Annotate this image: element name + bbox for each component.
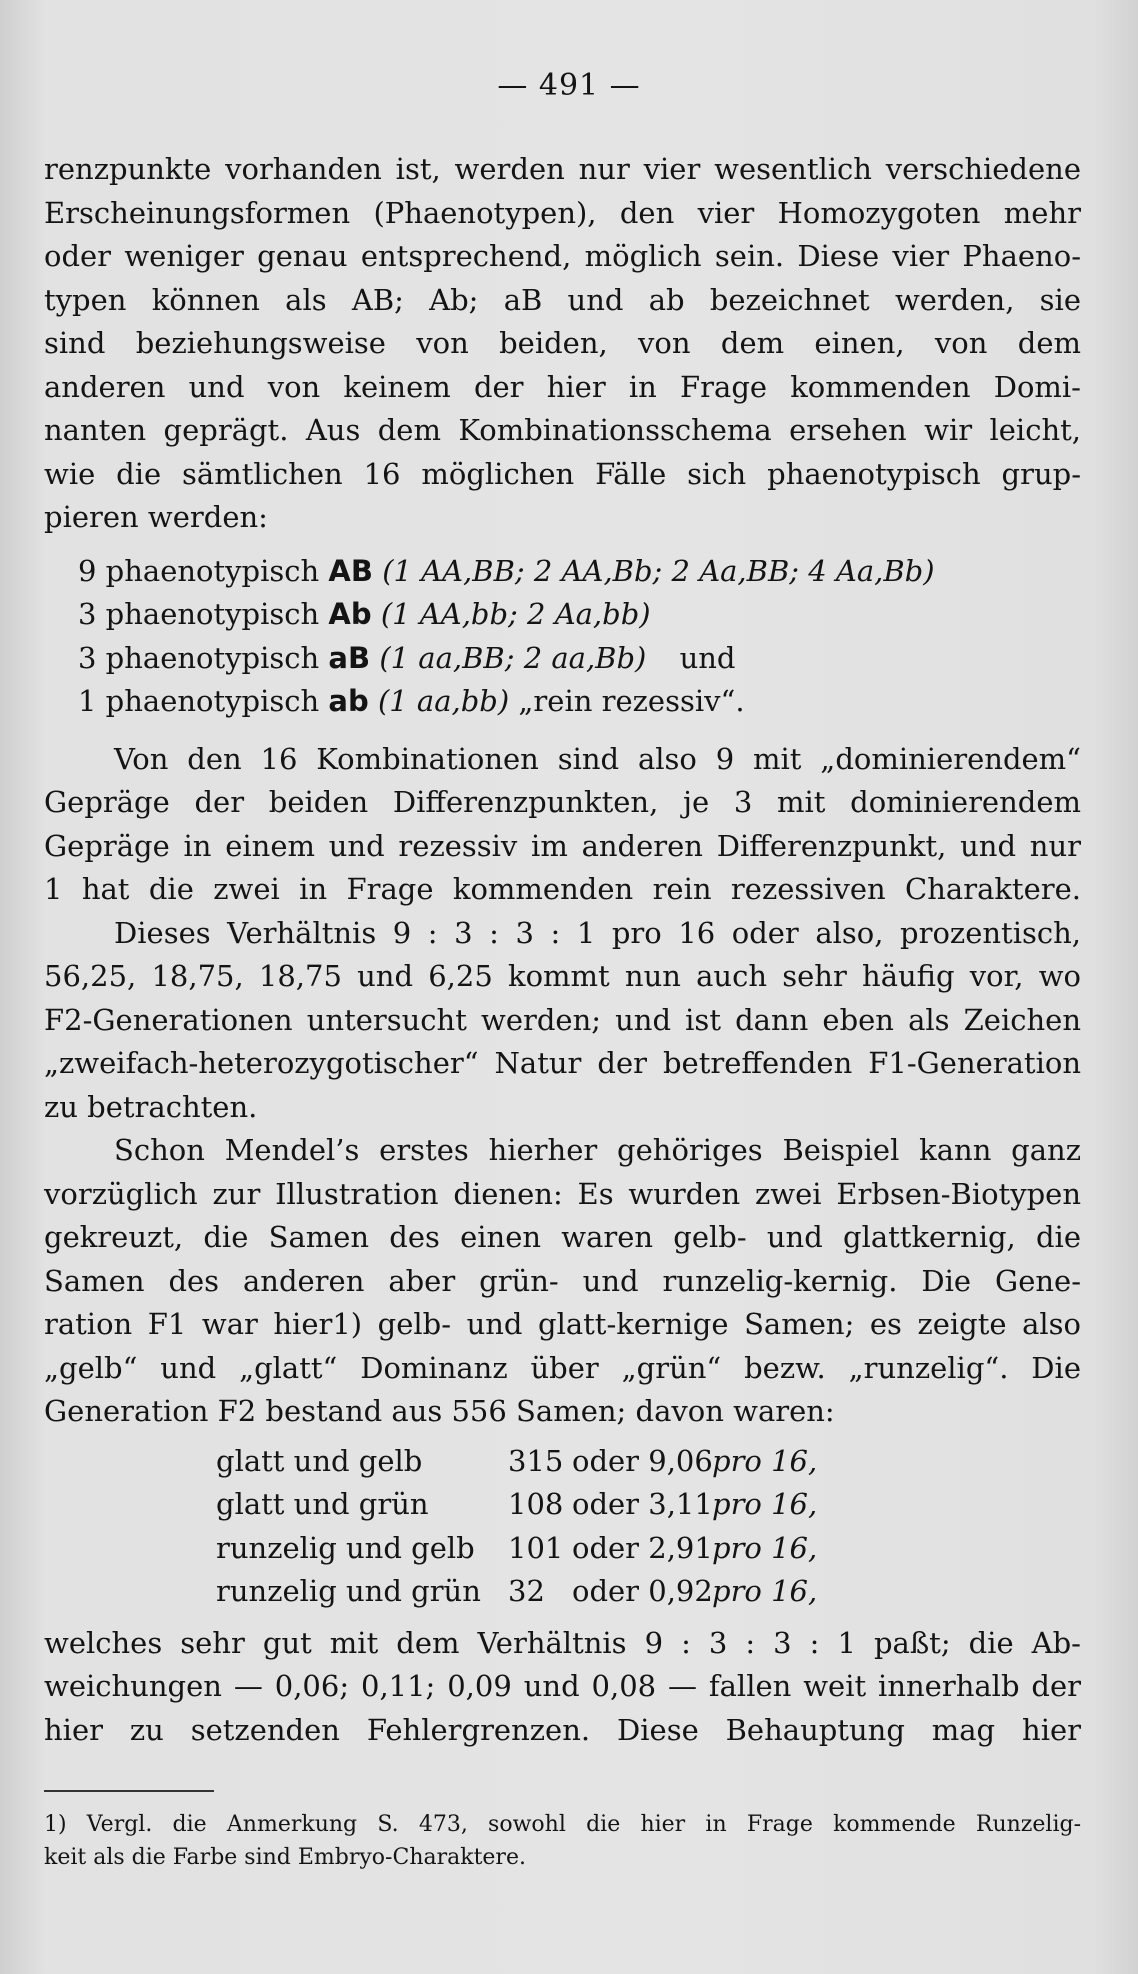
text-line: 56,25, 18,75, 18,75 und 6,25 kommt nun auch sehr häufig vor, wo (44, 959, 1081, 993)
footnote-rule (44, 1790, 214, 1792)
text-line: Gepräge der beiden Differenzpunkten, je 3 mit dominierendem (44, 785, 1081, 819)
text-line: F2-Generationen untersucht werden; und ist dann eben als Zeichen (44, 1002, 1081, 1037)
paragraph-3 (44, 912, 1081, 1130)
phenotype-list (44, 550, 1081, 724)
text-line: sind beziehungsweise von beiden, von dem einen, von dem (44, 326, 1081, 360)
footnote (44, 1808, 1081, 1874)
text-line: zu betrachten. (44, 1089, 258, 1124)
list-item: 9 phaenotypisch AB (1 AA,BB; 2 AA,Bb; 2 Aa,BB; 4 Aa,Bb) (78, 553, 935, 588)
paragraph-2 (44, 738, 1081, 912)
list-item: 1 phaenotypisch ab (1 aa,bb) „rein rezessiv“. (78, 684, 745, 718)
table-row: glatt und gelb 315 oder 9,06pro 16, (216, 1443, 818, 1478)
text-line: Generation F2 bestand aus 556 Samen; davon waren: (44, 1394, 835, 1428)
text-line: Samen des anderen aber grün- und runzelig-kernig. Die Gene- (44, 1263, 1081, 1298)
table-row: glatt und grün 108 oder 3,11pro 16, (216, 1487, 818, 1521)
footnote-line: 1) Vergl. die Anmerkung S. 473, sowohl die hier in Frage kommende Runzelig- (44, 1812, 1081, 1837)
text-line: pieren werden: (44, 500, 268, 534)
text-line: wie die sämtlichen 16 möglichen Fälle sich phaenotypisch grup- (44, 456, 1081, 491)
text-line: „gelb“ und „glatt“ Dominanz über „grün“ bezw. „runzelig“. Die (44, 1350, 1081, 1385)
text-line: Dieses Verhältnis 9 : 3 : 3 : 1 pro 16 oder also, prozentisch, (114, 915, 1081, 950)
text-line: Erscheinungsformen (Phaenotypen), den vier Homozygoten mehr (44, 195, 1081, 230)
page-number: — 491 — (497, 68, 641, 103)
body-text (44, 148, 1081, 1752)
text-line: typen können als AB; Ab; aB und ab bezeichnet werden, sie (44, 282, 1081, 317)
paragraph-1 (44, 148, 1081, 540)
paragraph-5 (44, 1622, 1081, 1753)
text-line: gekreuzt, die Samen des einen waren gelb- und glattkernig, die (44, 1220, 1081, 1254)
text-line: Von den 16 Kombinationen sind also 9 mit „dominierendem“ (114, 741, 1081, 776)
table-row: runzelig und grün 32 oder 0,92pro 16, (216, 1574, 818, 1608)
text-line: anderen und von keinem der hier in Frage kommenden Domi- (44, 369, 1081, 404)
text-line: weichungen — 0,06; 0,11; 0,09 und 0,08 — fallen weit innerhalb der (44, 1669, 1081, 1703)
paragraph-4 (44, 1129, 1081, 1434)
text-line: hier zu setzenden Fehlergrenzen. Diese Behauptung mag hier (44, 1712, 1081, 1747)
footnote-line: keit als die Farbe sind Embryo-Charaktere. (44, 1845, 526, 1870)
text-line: nanten geprägt. Aus dem Kombinationsschema ersehen wir leicht, (44, 413, 1081, 447)
text-line: vorzüglich zur Illustration dienen: Es wurden zwei Erbsen-Biotypen (44, 1176, 1081, 1211)
table-row: runzelig und gelb 101 oder 2,91pro 16, (216, 1530, 818, 1565)
text-line: 1 hat die zwei in Frage kommenden rein rezessiven Charaktere. (44, 872, 1081, 906)
list-item: 3 phaenotypisch Ab (1 AA,bb; 2 Aa,bb) (78, 597, 651, 631)
text-line: ration F1 war hier1) gelb- und glatt-kernige Samen; es zeigte also (44, 1307, 1081, 1341)
text-line: Schon Mendel’s erstes hierher gehöriges Beispiel kann ganz (114, 1133, 1081, 1167)
text-line: oder weniger genau entsprechend, möglich sein. Diese vier Phaeno- (44, 239, 1081, 273)
text-line: „zweifach-heterozygotischer“ Natur der betreffenden F1-Generation (44, 1046, 1081, 1080)
text-line: renzpunkte vorhanden ist, werden nur vier wesentlich verschiedene (44, 152, 1081, 186)
list-item: 3 phaenotypisch aB (1 aa,BB; 2 aa,Bb) und (78, 640, 736, 675)
text-line: Gepräge in einem und rezessiv im anderen Differenzpunkt, und nur (44, 828, 1081, 863)
text-line: welches sehr gut mit dem Verhältnis 9 : 3 : 3 : 1 paßt; die Ab- (44, 1625, 1081, 1660)
seed-count-table (44, 1440, 1081, 1614)
